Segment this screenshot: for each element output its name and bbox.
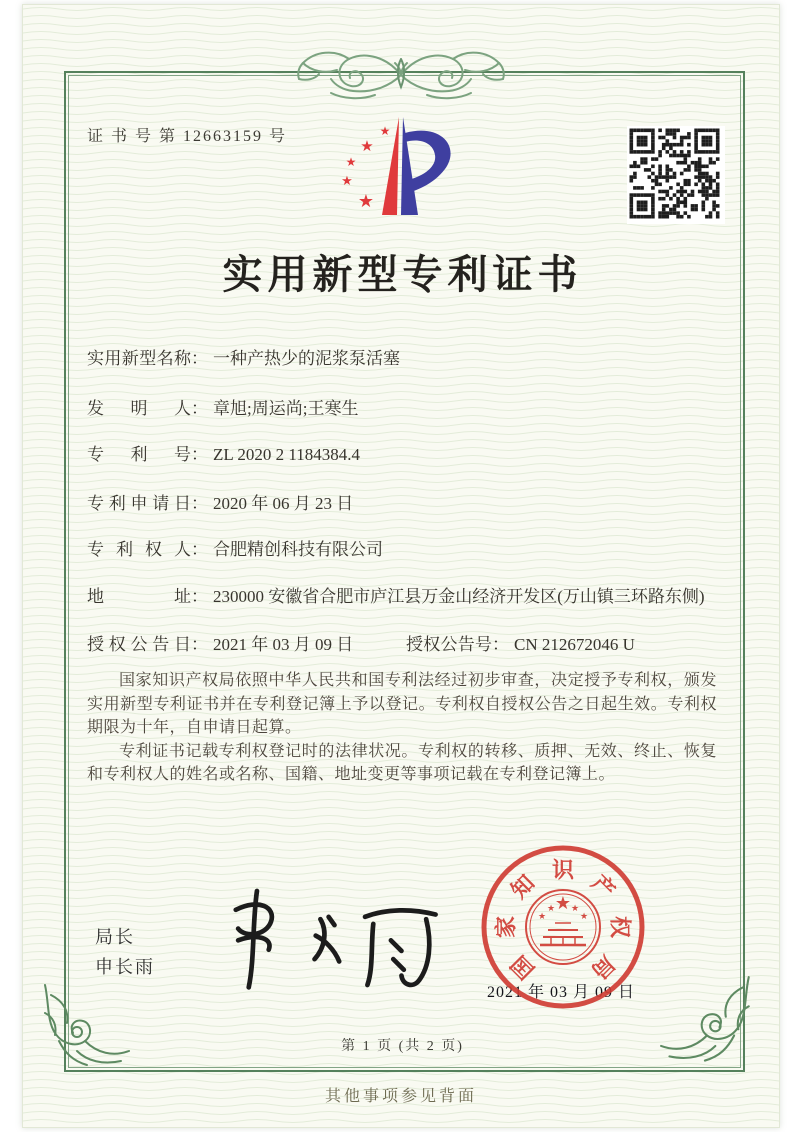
svg-text:★: ★	[357, 191, 375, 212]
field-row-name	[87, 347, 739, 371]
certificate-number: 证 书 号 第 12663159 号	[87, 128, 288, 145]
field-label: 地址	[87, 587, 191, 606]
svg-text:识: 识	[551, 857, 575, 883]
svg-text:★: ★	[579, 912, 589, 922]
grant-number-group	[406, 633, 635, 657]
svg-text:★: ★	[546, 904, 556, 914]
field-value: 章旭;周运尚;王寒生	[213, 399, 359, 418]
commissioner-title: 局长	[95, 927, 135, 947]
svg-text:家: 家	[493, 915, 519, 939]
svg-text:★: ★	[345, 155, 357, 169]
field-colon: ：	[191, 399, 208, 418]
field-row-patentee	[87, 538, 739, 562]
seal-date: 2021 年 03 月 09 日	[487, 984, 636, 1001]
field-label: 专利权人	[87, 540, 191, 559]
field-value: CN 212672046 U	[514, 635, 635, 654]
svg-text:★: ★	[537, 912, 547, 922]
cnipa-logo-icon	[335, 111, 469, 231]
back-note: 其他事项参见背面	[324, 1088, 477, 1105]
svg-text:★: ★	[379, 124, 391, 138]
certificate-title: 实用新型专利证书	[222, 252, 583, 297]
field-row-inventors	[87, 397, 739, 421]
qr-code-icon	[627, 126, 725, 224]
field-label: 授权公告号	[406, 635, 492, 654]
field-value: 230000 安徽省合肥市庐江县万金山经济开发区(万山镇三环路东侧)	[213, 587, 705, 606]
commissioner-name: 申长雨	[95, 957, 155, 977]
svg-text:★: ★	[360, 137, 374, 155]
field-label: 实用新型名称	[87, 349, 191, 368]
body-paragraph-2: 专利证书记载专利权登记时的法律状况。专利权的转移、质押、无效、终止、恢复和专利权人的姓名或名称、国籍、地址变更等事项记载在专利登记簿上。	[87, 742, 717, 783]
field-label: 专利申请日	[87, 494, 191, 513]
corner-ornament-right-icon	[659, 973, 755, 1073]
page-number: 第 1 页 (共 2 页)	[341, 1039, 464, 1054]
legal-text-block	[87, 669, 717, 787]
field-colon: ：	[191, 445, 208, 464]
svg-text:国: 国	[506, 950, 540, 984]
field-row-grant	[87, 633, 739, 657]
field-value: 一种产热少的泥浆泵活塞	[213, 349, 400, 368]
field-value: 合肥精创科技有限公司	[213, 540, 383, 559]
field-row-filing-date	[87, 492, 739, 516]
svg-text:权: 权	[607, 915, 633, 939]
grant-date-group	[87, 635, 353, 654]
field-value: 2020 年 06 月 23 日	[213, 494, 354, 513]
field-row-address	[87, 585, 739, 609]
handwritten-signature-icon	[217, 879, 452, 997]
corner-ornament-left-icon	[39, 983, 131, 1075]
field-colon: ：	[191, 635, 208, 654]
svg-text:局: 局	[586, 950, 620, 984]
body-paragraph-1: 国家知识产权局依照中华人民共和国专利法经过初步审查，决定授予专利权，颁发实用新型专利证书并在专利登记簿上予以登记。专利权自授权公告之日起生效。专利权期限为十年，自申请日起算。	[87, 672, 717, 736]
field-label: 发明人	[87, 399, 191, 418]
svg-text:★: ★	[570, 904, 580, 914]
svg-text:★: ★	[554, 893, 572, 914]
field-value: 2021 年 03 月 09 日	[213, 635, 354, 654]
field-colon: ：	[191, 494, 208, 513]
svg-text:产: 产	[586, 870, 620, 904]
certificate-page	[22, 4, 780, 1128]
svg-text:★: ★	[341, 174, 353, 189]
field-value: ZL 2020 2 1184384.4	[213, 445, 361, 464]
field-colon: ：	[191, 540, 208, 559]
field-colon: ：	[492, 635, 509, 654]
official-seal-icon	[477, 841, 649, 1013]
field-colon: ：	[191, 349, 208, 368]
field-label: 专利号	[87, 445, 191, 464]
svg-text:知: 知	[506, 870, 540, 904]
field-row-patent-number	[87, 443, 739, 467]
top-dragon-ornament-icon	[291, 41, 511, 103]
field-colon: ：	[191, 587, 208, 606]
field-label: 授权公告日	[87, 635, 191, 654]
